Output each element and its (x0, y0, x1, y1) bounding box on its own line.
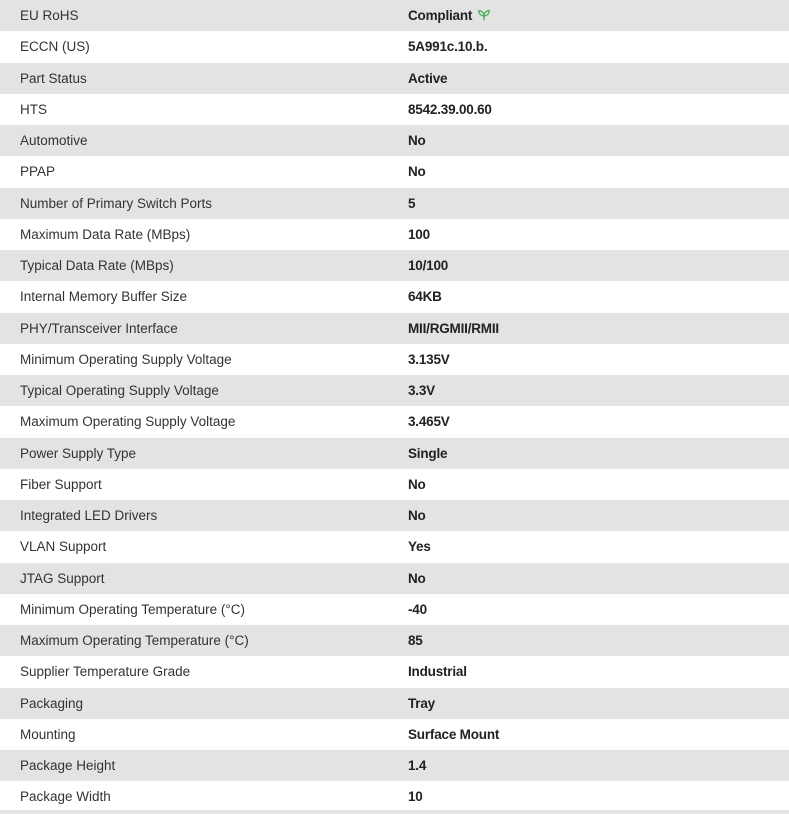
attribute-name: HTS (20, 101, 47, 117)
table-row (0, 406, 789, 437)
table-row (0, 344, 789, 375)
table-row (0, 313, 789, 344)
attribute-name: Supplier Temperature Grade (20, 664, 191, 680)
attribute-name: Maximum Operating Supply Voltage (20, 414, 236, 430)
attribute-value: Single (408, 445, 448, 461)
table-row (0, 250, 789, 281)
attribute-name: Maximum Operating Temperature (°C) (20, 633, 249, 649)
attribute-name: Package Width (20, 789, 111, 805)
attribute-value: 5A991c.10.b. (408, 39, 488, 55)
table-row (0, 31, 789, 62)
leaf-icon (477, 8, 491, 22)
attribute-value: No (408, 133, 426, 149)
table-row (0, 594, 789, 625)
attribute-name: Minimum Operating Temperature (°C) (20, 601, 245, 617)
attribute-name: Maximum Data Rate (MBps) (20, 226, 191, 242)
attribute-name: Number of Primary Switch Ports (20, 195, 213, 211)
attribute-name: PPAP (20, 164, 56, 180)
attribute-value: 5 (408, 195, 416, 211)
attribute-value: Tray (408, 695, 435, 711)
attribute-value: No (408, 164, 426, 180)
table-row (0, 469, 789, 500)
table-row (0, 563, 789, 594)
table-row (0, 656, 789, 687)
table-row (0, 0, 789, 31)
table-row (0, 188, 789, 219)
attribute-name: JTAG Support (20, 570, 105, 586)
attribute-value: Industrial (408, 664, 467, 680)
attribute-value: 1.4 (408, 758, 427, 774)
table-row (0, 94, 789, 125)
attribute-name: Typical Operating Supply Voltage (20, 383, 219, 399)
attribute-value (408, 0, 789, 31)
attribute-value: 3.465V (408, 414, 450, 430)
attribute-name: PHY/Transceiver Interface (20, 320, 178, 336)
attribute-value: Yes (408, 539, 431, 555)
table-row (0, 750, 789, 781)
attribute-name: Part Status (20, 70, 87, 86)
attribute-name: Automotive (20, 133, 88, 149)
attribute-value: 10/100 (408, 258, 449, 274)
attribute-value: 100 (408, 226, 430, 242)
value-text: Compliant (408, 8, 473, 24)
attribute-value: -40 (408, 601, 427, 617)
attribute-value: Surface Mount (408, 726, 500, 742)
attribute-name: Integrated LED Drivers (20, 508, 158, 524)
attribute-name: Internal Memory Buffer Size (20, 289, 188, 305)
table-row (0, 531, 789, 562)
attribute-name: Typical Data Rate (MBps) (20, 258, 174, 274)
attribute-name: Fiber Support (20, 476, 102, 492)
attribute-name: VLAN Support (20, 539, 107, 555)
attribute-value: 64KB (408, 289, 442, 305)
attribute-value: 8542.39.00.60 (408, 101, 492, 117)
table-row (0, 625, 789, 656)
table-row (0, 438, 789, 469)
table-row (0, 781, 789, 812)
table-row (0, 719, 789, 750)
attribute-value: MII/RGMII/RMII (408, 320, 499, 336)
table-row (0, 63, 789, 94)
table-row (0, 375, 789, 406)
attribute-name: Packaging (20, 695, 84, 711)
attribute-name: Mounting (20, 726, 76, 742)
table-row (0, 281, 789, 312)
attribute-value: No (408, 570, 426, 586)
next-row-edge (0, 810, 789, 814)
table-row (0, 219, 789, 250)
table-row (0, 500, 789, 531)
attribute-value: 10 (408, 789, 423, 805)
attribute-value: No (408, 476, 426, 492)
attribute-value: 3.3V (408, 383, 435, 399)
table-row (0, 156, 789, 187)
attribute-name: Minimum Operating Supply Voltage (20, 351, 232, 367)
attribute-value: Active (408, 70, 448, 86)
table-row (0, 125, 789, 156)
attribute-name: Power Supply Type (20, 445, 137, 461)
attribute-value: 85 (408, 633, 423, 649)
attribute-name: Package Height (20, 758, 116, 774)
attribute-name: EU RoHS (20, 8, 79, 24)
attribute-name: ECCN (US) (20, 39, 90, 55)
attribute-value: 3.135V (408, 351, 450, 367)
attribute-value: No (408, 508, 426, 524)
table-row (0, 688, 789, 719)
